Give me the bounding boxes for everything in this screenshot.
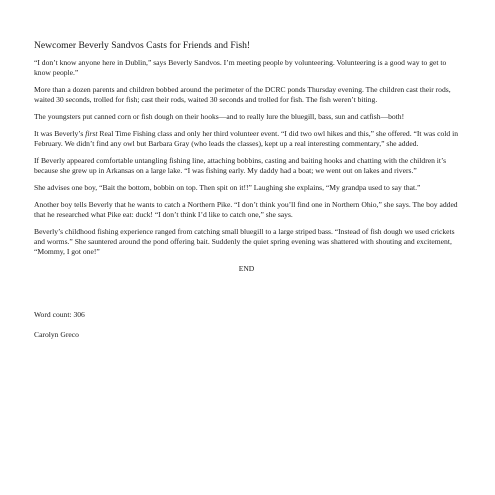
paragraph-7: Another boy tells Beverly that he wants to catch a Northern Pike. “I don’t think you’ll find one in Northern Ohio,” she says. The boy added that he researched what Pike eat: duck! “I don’t think I’d like to catch one,” she says. <box>34 200 458 219</box>
paragraph-6: She advises one boy, “Bait the bottom, bobbin on top. Then spit on it!!” Laughing she explains, “My grandpa used to say that.” <box>34 183 421 192</box>
paragraph-4-before: It was Beverly’s <box>34 129 86 138</box>
paragraph-1: “I don’t know anyone here in Dublin,” says Beverly Sandvos. I’m meeting people by volunteering. Volunteering is a good way to get to know people.” <box>34 58 447 77</box>
paragraph-4-after: Real Time Fishing class and only her third volunteer event. “I did two owl hikes and this,” she offered. “It was cold in February. We didn’t find any owl but Barbara Gray (who leads the classes), kept up a real interesting commentary,” she added. <box>34 129 458 148</box>
paragraph-3: The youngsters put canned corn or fish dough on their hooks—and to really lure the bluegill, bass, sun and catfish—both! <box>34 112 405 121</box>
word-count: Word count: 306 <box>34 310 85 319</box>
paragraph-2: More than a dozen parents and children bobbed around the perimeter of the DCRC ponds Thursday evening. The children cast their rods, waited 30 seconds, trolled for fish; cast their rods, waited 30 seconds and trolled for fish. The fish weren’t biting. <box>34 85 451 104</box>
author-name: Carolyn Greco <box>34 330 79 339</box>
paragraph-4 <box>34 129 459 149</box>
paragraph-8: Beverly’s childhood fishing experience ranged from catching small bluegill to a large striped bass. “Instead of fish dough we used crickets and worms.” She sauntered around the pond offering bait. Suddenly the quiet spring evening was shattered with shouting and excitement, “Mommy, I got one!” <box>34 227 455 256</box>
paragraph-5: If Beverly appeared comfortable untangling fishing line, attaching bobbins, casting and baiting hooks and chatting with the children it’s because she grew up in Arkansas on a large lake. “I was fishing early. My daddy had a boat; we went out on lakes and rivers.” <box>34 156 447 175</box>
article-title: Newcomer Beverly Sandvos Casts for Friends and Fish! <box>34 40 251 51</box>
paragraph-4-emphasis: first <box>85 129 98 138</box>
end-marker: END <box>238 264 255 273</box>
